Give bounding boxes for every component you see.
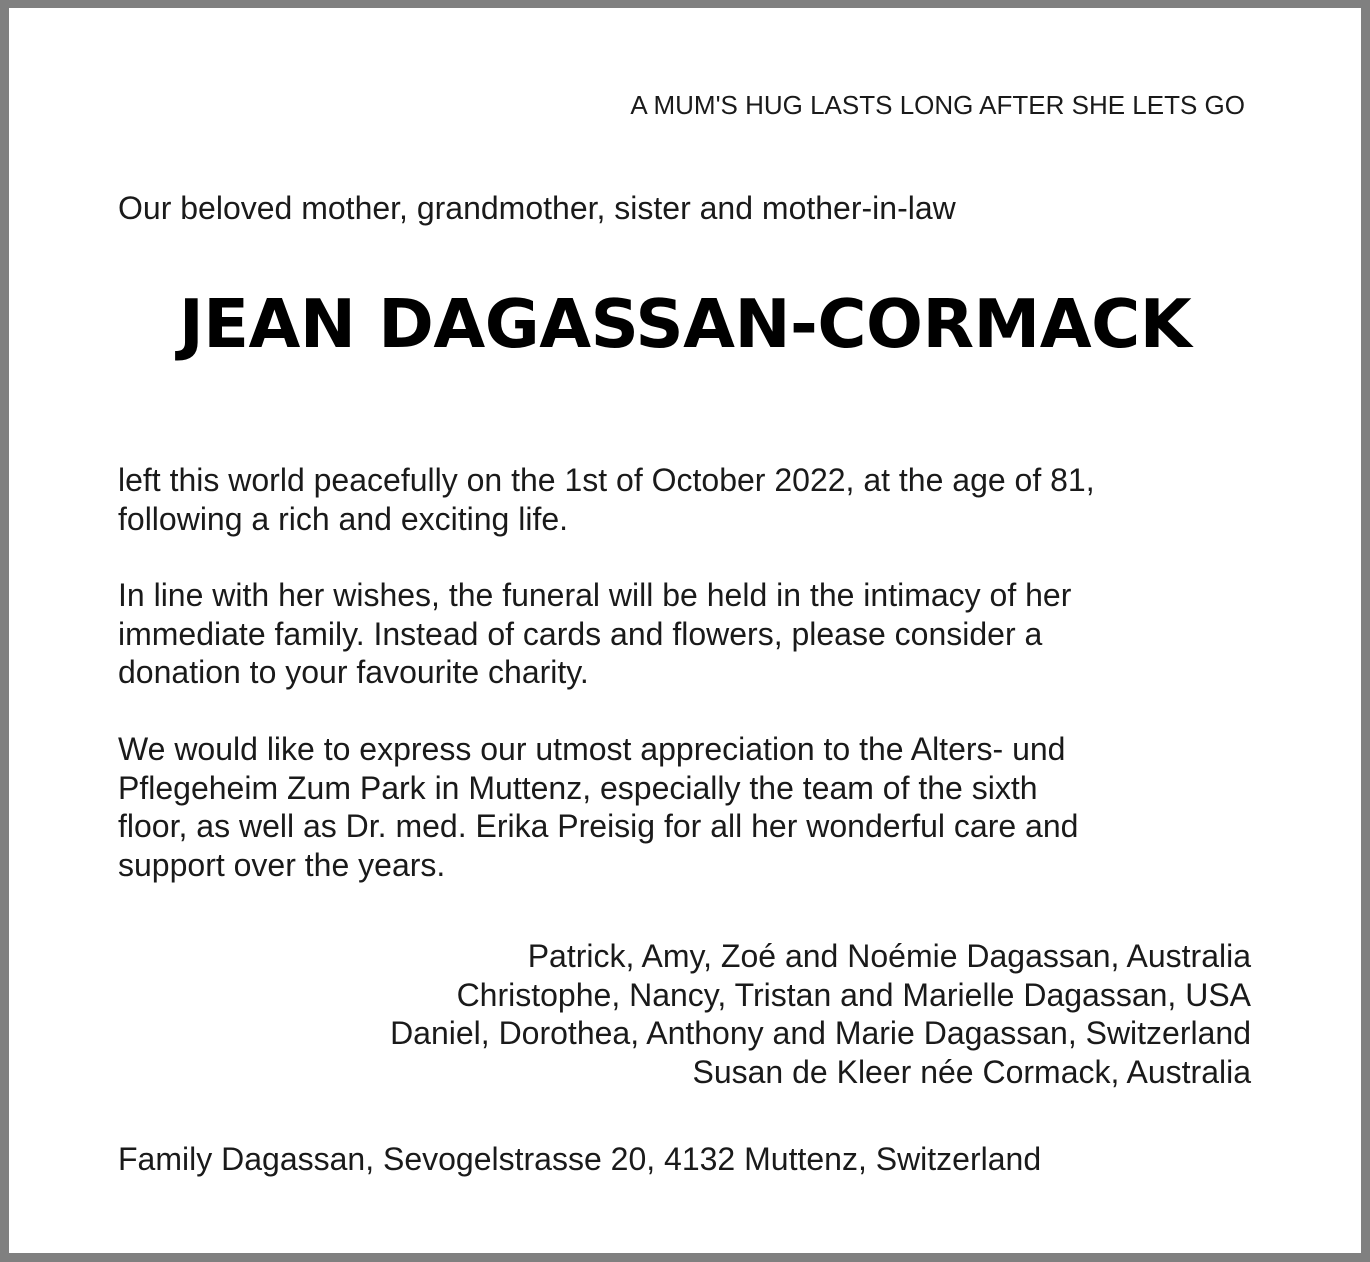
thanks-paragraph: We would like to express our utmost appreciation to the Alters- und Pflegeheim Zum Park in Muttenz, especially the team of the sixth floor, as well as Dr. med. Erika Preisig for all her wonderful care and support over the years. [118,731,1079,883]
signatory-line: Daniel, Dorothea, Anthony and Marie Dagassan, Switzerland [390,1015,1251,1051]
passing-paragraph: left this world peacefully on the 1st of October 2022, at the age of 81, following a rich and exciting life. [118,462,1095,537]
signatory-line: Patrick, Amy, Zoé and Noémie Dagassan, Australia [527,938,1251,974]
obituary-page [9,8,1361,1253]
motto-line: A MUM'S HUG LASTS LONG AFTER SHE LETS GO [630,90,1245,120]
family-address: Family Dagassan, Sevogelstrasse 20, 4132 Muttenz, Switzerland [118,1141,1042,1177]
signatory-line: Christophe, Nancy, Tristan and Marielle Dagassan, USA [456,976,1251,1013]
intro-line: Our beloved mother, grandmother, sister and mother-in-law [118,190,956,226]
signatory-line: Susan de Kleer née Cormack, Australia [692,1053,1251,1090]
signatories-list [390,937,1251,1091]
funeral-paragraph: In line with her wishes, the funeral will be held in the intimacy of her immediate family. Instead of cards and flowers, please consider a donation to your favourite charity. [118,577,1072,690]
deceased-name-heading: JEAN DAGASSAN-CORMACK [178,285,1192,363]
